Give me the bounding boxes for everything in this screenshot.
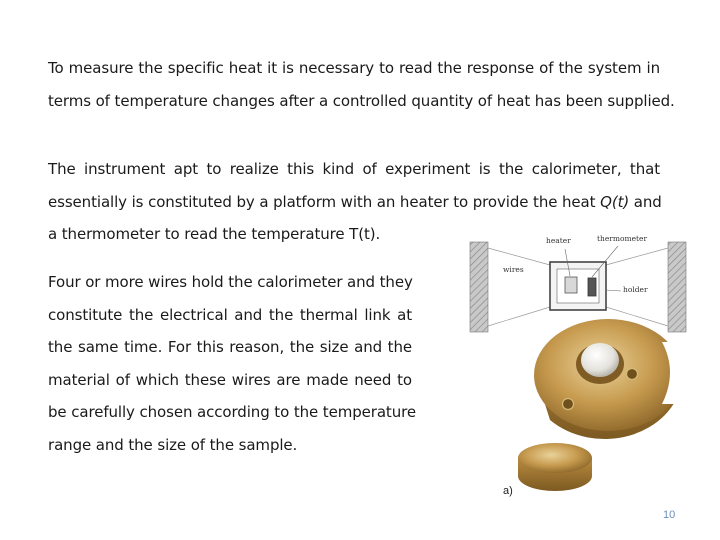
screw-icon	[563, 399, 574, 410]
paragraph-wires-line-2: constitute the electrical and the thermal link at	[48, 305, 412, 324]
paragraph-wires	[48, 266, 416, 461]
calorimeter-schematic	[470, 234, 686, 332]
paragraph-wires-line-6: range and the size of the sample.	[48, 435, 298, 454]
wire-line	[488, 307, 550, 326]
wire-line	[606, 248, 668, 265]
holder-label: holder	[623, 285, 648, 294]
screw-icon	[627, 369, 638, 380]
paragraph-wires-line-3: the same time. For this reason, the size and the	[48, 338, 412, 356]
paragraph-calorimeter-line-3: a thermometer to read the temperature T(t).	[48, 225, 381, 243]
left-wall	[470, 242, 488, 332]
heat-symbol: Q(t)	[600, 192, 630, 211]
calorimeter-figure	[440, 232, 690, 512]
paragraph-intro	[48, 52, 675, 117]
paragraph-wires-line-4: material of which these wires are made need to	[48, 370, 412, 389]
line-2-text-before: essentially is constituted by a platform with an heater to provide the heat	[48, 192, 601, 211]
paragraph-intro-line-2: terms of temperature changes after a controlled quantity of heat has been supplied.	[48, 91, 675, 110]
wire-line	[488, 248, 550, 265]
figure-caption: a)	[503, 485, 513, 497]
paragraph-intro-line-1: To measure the specific heat it is necessary to read the response of the system in	[48, 59, 660, 77]
paragraph-wires-line-1: Four or more wires hold the calorimeter and they	[48, 273, 413, 291]
holder-pointer	[606, 290, 621, 291]
brass-lid	[518, 443, 592, 473]
page-number: 10	[663, 509, 676, 521]
wires-label: wires	[503, 265, 524, 274]
heater-block	[565, 277, 577, 293]
paragraph-wires-line-5: be carefully chosen according to the temperature	[48, 403, 416, 421]
right-wall	[668, 242, 686, 332]
sample-sphere	[581, 343, 619, 377]
paragraph-calorimeter-line-1: The instrument apt to realize this kind of experiment is the calorimeter, that	[48, 160, 660, 178]
calorimeter-photo	[518, 319, 682, 491]
thermometer-block	[588, 278, 596, 296]
thermometer-label: thermometer	[597, 234, 648, 243]
line-2-text-after: and	[629, 192, 662, 211]
paragraph-calorimeter-line-2	[48, 186, 660, 219]
heater-label: heater	[546, 236, 571, 245]
